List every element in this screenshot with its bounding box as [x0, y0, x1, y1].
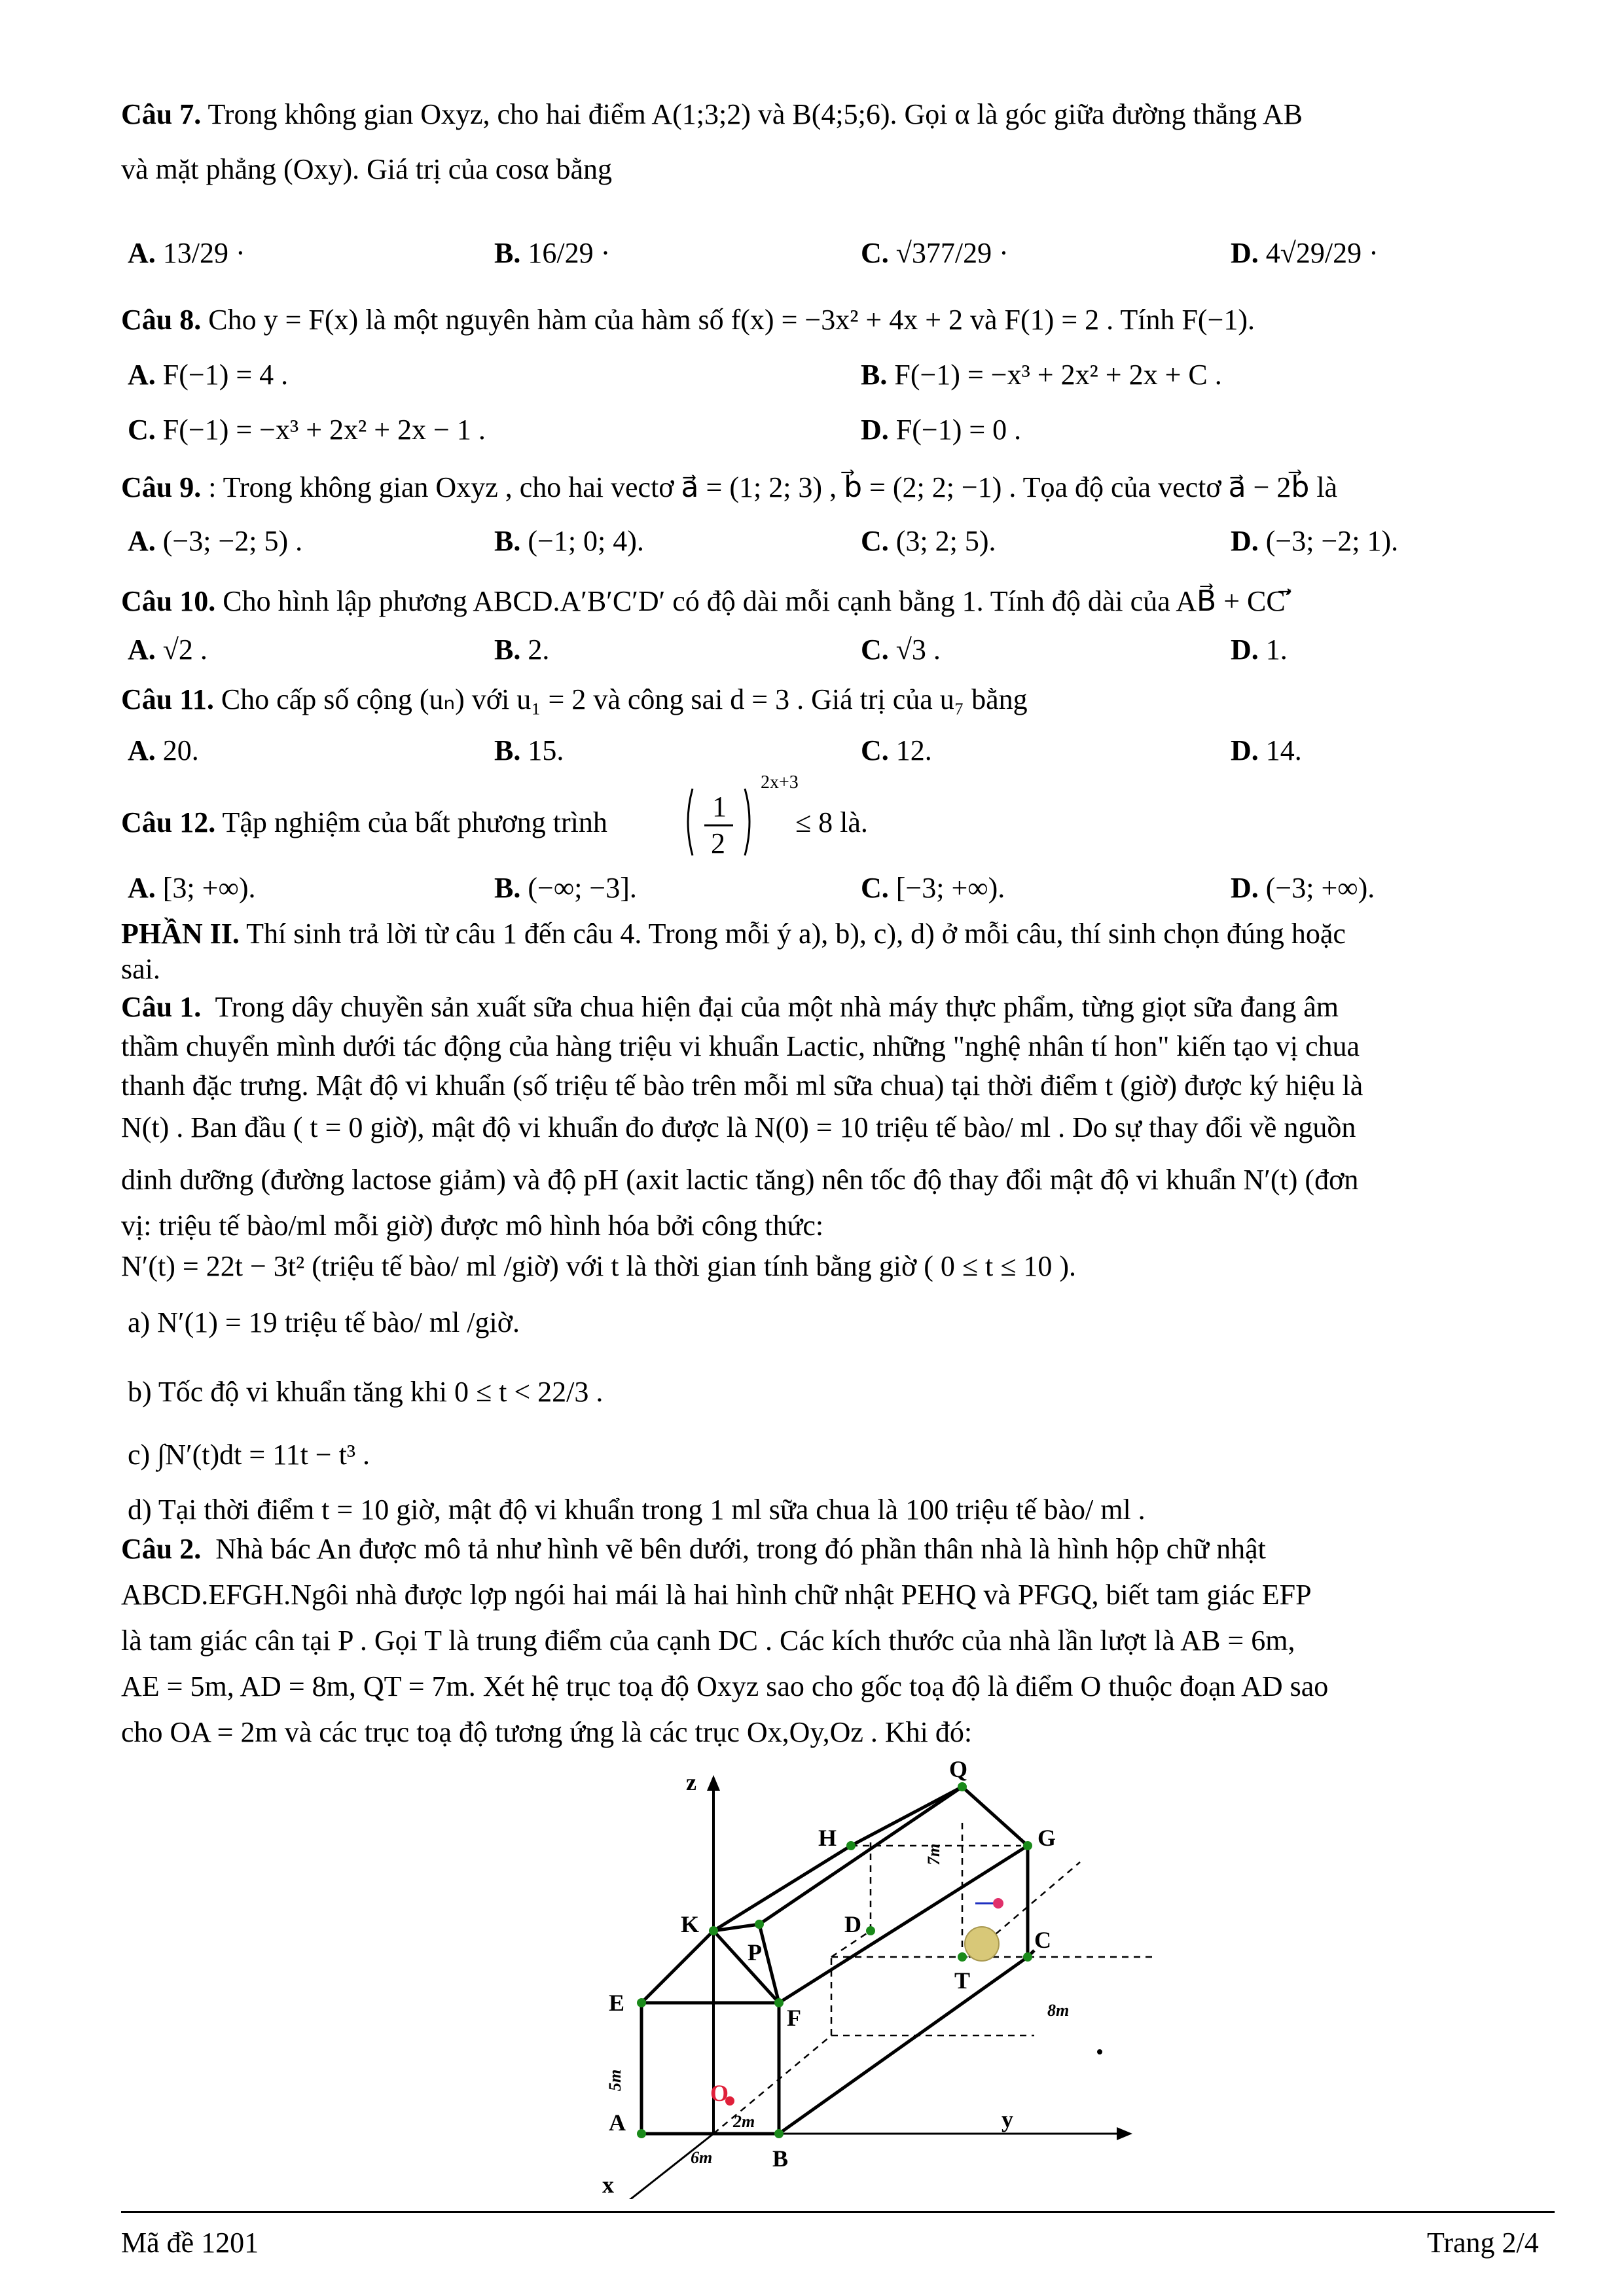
label-K: K [681, 1911, 700, 1937]
q9-option-a-letter: A. [128, 525, 156, 557]
q10-option-b-letter: B. [494, 634, 521, 666]
q7-option-b-value: 16/29 · [528, 237, 611, 269]
q8-option-a-value: F(−1) = 4 . [162, 359, 289, 391]
q12-option-a[interactable] [128, 870, 256, 906]
q12-option-a-value: [3; +∞). [162, 872, 256, 904]
q8-option-a-letter: A. [128, 359, 156, 391]
p2q2-line2: là tam giác cân tại P . Gọi T là trung điểm của cạnh DC . Các kích thước của nhà lần lượt là AB = 6m, [121, 1624, 1295, 1657]
q9-option-c-value: (3; 2; 5). [895, 525, 996, 557]
q12-option-b-value: (−∞; −3]. [528, 872, 637, 904]
q7-option-b-letter: B. [494, 237, 521, 269]
q12-option-a-letter: A. [128, 872, 156, 904]
q12-left-paren [688, 789, 693, 855]
q12-option-c[interactable] [861, 870, 1005, 906]
p2q2-label: Câu 2. [121, 1533, 202, 1565]
q9-option-d-letter: D. [1231, 525, 1259, 557]
point-H [846, 1841, 856, 1850]
p2q2-line3: AE = 5m, AD = 8m, QT = 7m. Xét hệ trục toạ độ Oxyz sao cho gốc toạ độ là điểm O thuộc đoạn AD sao [121, 1670, 1329, 1702]
point-E [637, 1998, 646, 2007]
label-F: F [787, 2005, 801, 2031]
part2-label: PHẦN II. [121, 918, 240, 950]
dim-5m: 5m [605, 2069, 624, 2091]
q8-option-a[interactable] [128, 357, 288, 393]
q8-option-b[interactable] [861, 357, 1222, 393]
q11-option-c-letter: C. [861, 734, 889, 766]
q10-option-c[interactable] [861, 632, 941, 668]
q9-option-b[interactable] [494, 524, 644, 559]
q8-line [121, 302, 1255, 338]
q8-option-c-value: F(−1) = −x³ + 2x² + 2x − 1 . [162, 414, 486, 446]
q11-option-c[interactable] [861, 733, 932, 768]
q12-option-b-letter: B. [494, 872, 521, 904]
point-A [637, 2129, 646, 2138]
point-D [866, 1926, 875, 1935]
q11-option-a-value: 20. [162, 734, 199, 766]
label-z: z [686, 1769, 696, 1795]
q12-option-c-value: [−3; +∞). [895, 872, 1005, 904]
q9-option-d-value: (−3; −2; 1). [1265, 525, 1399, 557]
p2q1-line2: thanh đặc trưng. Mật độ vi khuẩn (số triệu tế bào trên mỗi ml sữa chua) tại thời điểm t (giờ) được ký hiệu là [121, 1069, 1363, 1102]
p2q1-item-d: d) Tại thời điểm t = 10 giờ, mật độ vi khuẩn trong 1 ml sữa chua là 100 triệu tế bào/ ml . [128, 1494, 1146, 1526]
q12-option-d[interactable] [1231, 870, 1375, 906]
q8-option-b-letter: B. [861, 359, 888, 391]
footer-rule [121, 2211, 1555, 2213]
q7-option-b[interactable] [494, 236, 610, 271]
q10-line [121, 584, 1292, 619]
q11-option-d[interactable] [1231, 733, 1302, 768]
p2q1-item-b: b) Tốc độ vi khuẩn tăng khi 0 ≤ t < 22/3 . [128, 1376, 604, 1408]
q9-option-b-letter: B. [494, 525, 521, 557]
q8-option-c[interactable] [128, 412, 486, 448]
q10-option-c-letter: C. [861, 634, 889, 666]
q10-option-c-value: √3 . [895, 634, 941, 666]
point-K [709, 1926, 718, 1935]
q10-option-d[interactable] [1231, 632, 1288, 668]
q9-option-c-letter: C. [861, 525, 889, 557]
q12-option-d-value: (−3; +∞). [1265, 872, 1375, 904]
p2q2-line1: ABCD.EFGH.Ngôi nhà được lợp ngói hai mái là hai hình chữ nhật PEHQ và PFGQ, biết tam giác EFP [121, 1579, 1312, 1611]
q11-option-b[interactable] [494, 733, 564, 768]
q7-option-d-value: 4√29/29 · [1265, 237, 1379, 269]
point-G [1023, 1841, 1032, 1850]
q7-option-a[interactable] [128, 236, 245, 271]
dim-7m: 7m [924, 1843, 943, 1865]
p2q1-text0: Trong dây chuyền sản xuất sữa chua hiện đại của một nhà máy thực phẩm, từng giọt sữa đang âm [215, 991, 1339, 1023]
q10-option-a-letter: A. [128, 634, 156, 666]
q7-text2: và mặt phẳng (Oxy). Giá trị của cosα bằng [121, 153, 613, 185]
label-C: C [1034, 1927, 1051, 1953]
label-B: B [772, 2145, 789, 2172]
q12-numerator: 1 [712, 791, 727, 823]
label-x: x [602, 2172, 614, 2198]
q12-option-c-letter: C. [861, 872, 889, 904]
q9-text: : Trong không gian Oxyz , cho hai vectơ a⃗ = (1; 2; 3) , b⃗ = (2; 2; −1) . Tọa độ của vectơ a⃗ − 2b⃗ là [208, 471, 1338, 503]
dim-2m: 2m [733, 2112, 755, 2131]
label-Q: Q [949, 1761, 968, 1782]
dim-6m: 6m [691, 2148, 713, 2167]
lamp-icon [965, 1927, 999, 1961]
q7-option-d-letter: D. [1231, 237, 1259, 269]
q9-option-c[interactable] [861, 524, 996, 559]
q11-option-d-value: 14. [1265, 734, 1302, 766]
p2q1-line6: N′(t) = 22t − 3t² (triệu tế bào/ ml /giờ) với t là thời gian tính bằng giờ ( 0 ≤ t ≤ 10 ). [121, 1250, 1077, 1282]
label-T: T [954, 1967, 971, 1994]
p2q2-text0: Nhà bác An được mô tả như hình vẽ bên dưới, trong đó phần thân nhà là hình hộp chữ nhật [215, 1533, 1266, 1565]
q12-line [121, 805, 607, 840]
q7-option-c-value: √377/29 · [895, 237, 1009, 269]
label-y: y [1001, 2106, 1013, 2132]
q10-option-b-value: 2. [528, 634, 550, 666]
q9-option-d[interactable] [1231, 524, 1398, 559]
q9-option-a-value: (−3; −2; 5) . [162, 525, 303, 557]
p2q1-line0 [121, 990, 1339, 1025]
label-G: G [1038, 1825, 1056, 1851]
label-E: E [609, 1990, 625, 2016]
footer-left: Mã đề 1201 [121, 2227, 259, 2259]
q11-option-b-letter: B. [494, 734, 521, 766]
q7-option-a-letter: A. [128, 237, 156, 269]
y-axis-arrow [1117, 2127, 1132, 2140]
q7-option-d[interactable] [1231, 236, 1379, 271]
q11-option-a-letter: A. [128, 734, 156, 766]
q12-text-before: Tập nghiệm của bất phương trình [222, 806, 607, 838]
q11-text: Cho cấp số cộng (uₙ) với u₁ = 2 và công sai d = 3 . Giá trị của u₇ bằng [221, 683, 1028, 715]
p2q1-label: Câu 1. [121, 991, 202, 1023]
q12-exponent: 2x+3 [761, 772, 799, 793]
p2q2-line4: cho OA = 2m và các trục toạ độ tương ứng là các trục Ox,Oy,Oz . Khi đó: [121, 1716, 973, 1748]
label-A: A [609, 2109, 626, 2136]
point-F [774, 1998, 784, 2007]
label-O: O [710, 2080, 729, 2106]
q10-option-a-value: √2 . [162, 634, 208, 666]
q12-text-after: ≤ 8 là. [795, 806, 868, 838]
footer-right: Trang 2/4 [1427, 2227, 1539, 2259]
lamp-hook [993, 1898, 1003, 1909]
q7-text1: Trong không gian Oxyz, cho hai điểm A(1;3;2) và B(4;5;6). Gọi α là góc giữa đường thẳng AB [208, 98, 1303, 130]
q12-denominator: 2 [711, 827, 725, 859]
q7-line1 [121, 97, 1303, 132]
q11-option-d-letter: D. [1231, 734, 1259, 766]
q10-label: Câu 10. [121, 585, 216, 617]
q12-label: Câu 12. [121, 806, 216, 838]
point-P [755, 1920, 764, 1929]
point-B [774, 2129, 784, 2138]
q11-label: Câu 11. [121, 683, 214, 715]
q8-option-d[interactable] [861, 412, 1021, 448]
q11-option-b-value: 15. [528, 734, 564, 766]
part2-text1: Thí sinh trả lời từ câu 1 đến câu 4. Trong mỗi ý a), b), c), d) ở mỗi câu, thí sinh chọn đúng hoặc [246, 918, 1346, 950]
q9-label: Câu 9. [121, 471, 202, 503]
part2-text2: sai. [121, 953, 160, 985]
q11-option-a[interactable] [128, 733, 199, 768]
q8-option-d-letter: D. [861, 414, 889, 446]
point-C [1023, 1952, 1032, 1962]
p2q1-line5: vị: triệu tế bào/ml mỗi giờ) được mô hình hóa bởi công thức: [121, 1210, 824, 1242]
q8-option-d-value: F(−1) = 0 . [895, 414, 1022, 446]
q9-option-a[interactable] [128, 524, 302, 559]
q9-option-b-value: (−1; 0; 4). [528, 525, 644, 557]
q10-text: Cho hình lập phương ABCD.A′B′C′D′ có độ dài mỗi cạnh bằng 1. Tính độ dài của AB⃗ + CC′⃗ [223, 585, 1292, 617]
q12-option-b[interactable] [494, 870, 637, 906]
point-T [958, 1952, 967, 1962]
small-dot [1097, 2049, 1102, 2054]
q10-option-a[interactable] [128, 632, 208, 668]
q9-line [121, 470, 1337, 505]
label-P: P [748, 1939, 762, 1965]
house-figure [576, 1761, 1152, 2199]
q7-option-a-value: 13/29 · [162, 237, 245, 269]
p2q1-line1: thầm chuyển mình dưới tác động của hàng triệu vi khuẩn Lactic, những "nghệ nhân tí hon" kiến tạo vị chua [121, 1030, 1360, 1062]
q10-option-b[interactable] [494, 632, 549, 668]
q7-option-c[interactable] [861, 236, 1009, 271]
part2-line1 [121, 916, 1346, 952]
q12-option-d-letter: D. [1231, 872, 1259, 904]
q8-option-b-value: F(−1) = −x³ + 2x² + 2x + C . [894, 359, 1222, 391]
q12-right-paren [745, 789, 749, 855]
q7-label: Câu 7. [121, 98, 202, 130]
p2q1-line4: dinh dưỡng (đường lactose giảm) và độ pH (axit lactic tăng) nên tốc độ thay đổi mật độ vi khuẩn N′(t) (đơn [121, 1164, 1359, 1196]
q10-option-d-value: 1. [1265, 634, 1288, 666]
z-axis-arrow [707, 1775, 720, 1791]
point-Q [958, 1782, 967, 1791]
q10-option-d-letter: D. [1231, 634, 1259, 666]
p2q1-item-a: a) N′(1) = 19 triệu tế bào/ ml /giờ. [128, 1306, 520, 1338]
q11-line [121, 682, 1028, 717]
p2q1-line3: N(t) . Ban đầu ( t = 0 giờ), mật độ vi khuẩn đo được là N(0) = 10 triệu tế bào/ ml . Do sự thay đổi về nguồn [121, 1111, 1356, 1143]
p2q1-item-c: c) ∫N′(t)dt = 11t − t³ . [128, 1439, 370, 1471]
q8-text: Cho y = F(x) là một nguyên hàm của hàm số f(x) = −3x² + 4x + 2 và F(1) = 2 . Tính F(−1). [208, 304, 1255, 336]
dim-8m: 8m [1047, 2001, 1070, 2020]
p2q2-line0 [121, 1532, 1266, 1567]
q7-option-c-letter: C. [861, 237, 889, 269]
q11-option-c-value: 12. [895, 734, 932, 766]
label-D: D [844, 1911, 861, 1937]
q8-label: Câu 8. [121, 304, 202, 336]
q8-option-c-letter: C. [128, 414, 156, 446]
label-H: H [818, 1825, 837, 1851]
